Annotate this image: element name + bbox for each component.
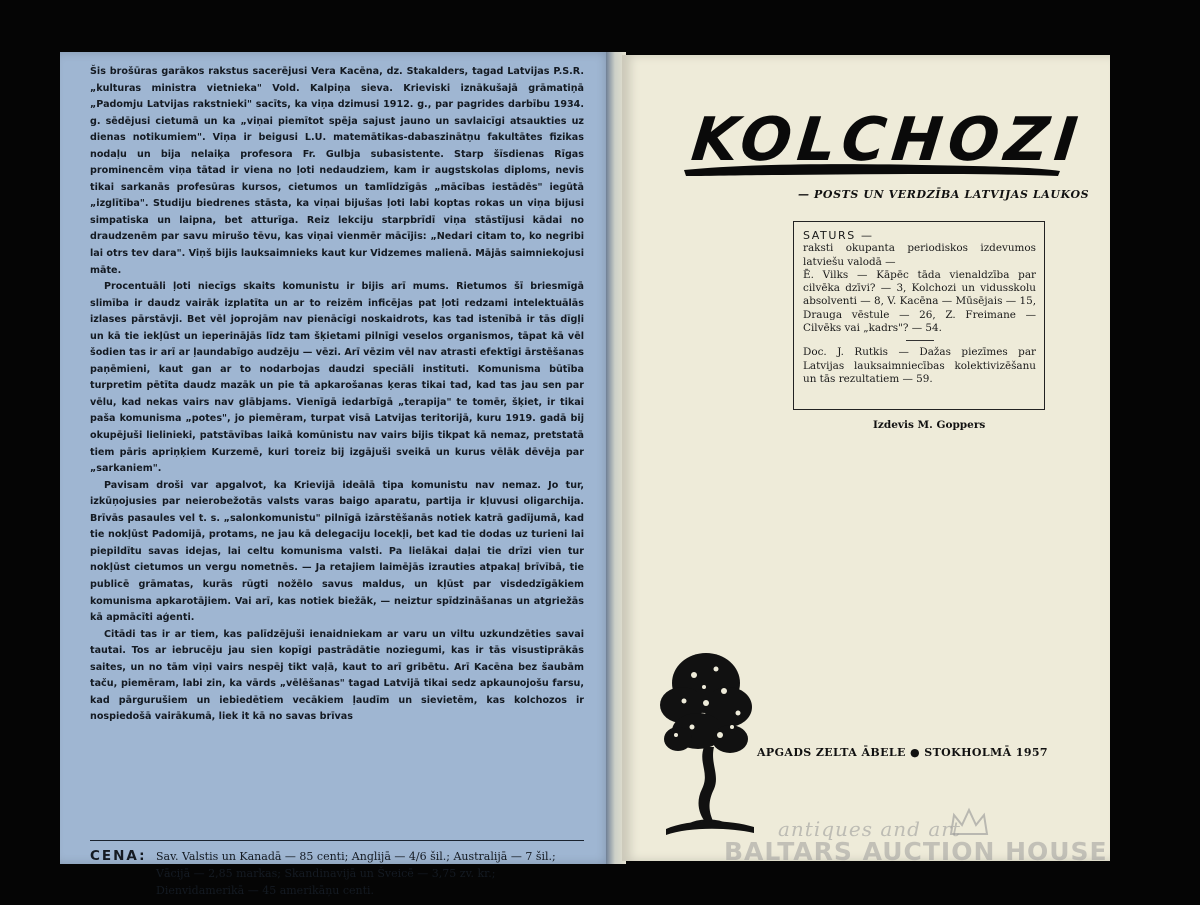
contents-section-1: raksti okupanta periodiskos izdevumos latviešu valodā — bbox=[803, 242, 1036, 268]
booklet-subtitle: — POSTS UN VERDZĪBA LATVIJAS LAUKOS bbox=[798, 188, 1090, 201]
watermark-house-name: BALTARS AUCTION HOUSE bbox=[724, 837, 1108, 866]
table-of-contents bbox=[793, 221, 1045, 410]
price-divider bbox=[90, 840, 584, 841]
price-block bbox=[90, 848, 584, 899]
title-block bbox=[682, 105, 1087, 179]
paragraph-2: Procentuāli ļoti niecīgs skaits komunistu ir bijis arī mums. Rietumos šī briesmīgā slimība ir daudz vairāk izplatīta un ar to reizēm inficējas pat ļoti redzami intelektuālās izlases pārstāvji. Bet vēl joprojām nav pienācīgi noskaidrots, kas tad istenībā ir tās dīgļi un kā tie iekļūst un ieperinājās līdz tam šķietami pilnīgi veselos organismos, tāpat kā vēl šodien tas ir arī ar ļaundabīgo audzēju — vēzi. Arī vēzim vēl nav atrasti efektīgi ārstēšanas paņēmieni, kaut gan ar to nodarbojas daudzi speciāli instituti. Komunisma būtība turpretim pētīta daudz mazāk un pie tā apkarošanas ķeras tikai tad, kad tas jau sen par vēlu, kad nekas vairs nav glābjams. Vienīgā iedarbīgā „terapija" te tomēr, šķiet, ir tikai paša komunisma „potes", jo piemēram, turpat visā Latvijas teritorijā, kuru 1919. gadā bij okupējuši lielinieki, patstāvības laikā komūnistu nav vairs bijis tikpat kā nemaz, pretstatā tiem pāris apriņķiem Kurzemē, kuri toreiz bij izgājuši sveikā un kurus vēlāk dēvēja par „sarkaniem". bbox=[90, 281, 584, 475]
apple-tree-logo-icon bbox=[658, 643, 758, 843]
back-cover-text bbox=[90, 64, 584, 726]
contents-heading: SATURS — bbox=[803, 229, 874, 242]
contents-section-3: Doc. J. Rutkis — Dažas piezīmes par Latvijas lauksaimniecības kolektivizēšanu un tās rezultatiem — 59. bbox=[803, 346, 1036, 385]
price-label: CENA: bbox=[90, 848, 147, 864]
paragraph-1: Šis brošūras garākos rakstus sacerējusi Vera Kacēna, dz. Stakalders, tagad Latvijas P.S.R. „kulturas ministra vietnieka" Vold. Kalpiņa sieva. Krieviski iznākušajā grāmatiņā „Padomju Latvijas rakstnieki" sacīts, ka viņa dzimusi 1912. g., par pagrides darbību 1934. g. sēdējusi cietumā un ka „viņai piemītot spēja sajust jauno un savlaicīgi atsaukties uz dienas notikumiem". Viņa ir beigusi L.U. matemātikas-dabaszinātņu fakultātes fizikas nodaļu un bija nelaiķa profesora Fr. Gulbja subasistente. Starp šīsdienas Rīgas prominencēm viņa tātad ir viena no ļoti nedaudziem, kam ir augstskolas diploms, nevis tikai sarkanās profesūras kursos, cietumos un tamlīdzīgās „mācības iestādēs" iegūtā „izglītība". Studiju biedrenes stāsta, ka viņai bijušas ļoti labi koptas rokas un viņa bijusi simpatiska un laipna, bet atturīga. Reiz lekciju starpbrīdī viņa stāstījusi kādai no draudzenēm par savu mirušo tēvu, kas viņai vienmēr mācījis: „Nedari citam to, ko negribi lai otrs tev dara". Viņš bijis lauksaimnieks kaut kur Vidzemes malienā. Mājās saimniekojusi māte. bbox=[90, 66, 584, 276]
contents-section-2: Ē. Vilks — Kāpēc tāda vienaldzība par cilvēka dzīvi? — 3, Kolchozi un vidusskolu absolventi — 8, V. Kacēna — Mūsējais — 15, Drauga vēstule — 26, Z. Freimane — Cilvēks vai „kadrs"? — 54. bbox=[803, 268, 1036, 335]
publisher-imprint: APGADS ZELTA ĀBELE ● STOKHOLMĀ 1957 bbox=[757, 746, 1048, 759]
watermark-tagline: antiques and art bbox=[778, 817, 961, 841]
title-page bbox=[622, 55, 1110, 866]
back-cover-page bbox=[60, 52, 612, 897]
paragraph-4: Citādi tas ir ar tiem, kas palīdzējuši ienaidniekam ar varu un viltu uzkundzēties savai tautai. Tos ar iebrucēju jau sien kopīgi pastrādātie noziegumi, kas ir tās visustiprākās saites, un no tām viņi vairs nespēj tikt vaļā, kaut to arī gribētu. Arī Kacēna bez šaubām taču, piemēram, labi zin, ka vārds „vēlēšanas" tagad Latvijā tikai sedz apkaunojošu farsu, kad pārgurušiem un iebiedētiem vecākiem ļaudīm un sievietēm, kas kolchozos ir nospiedošā vairākumā, liek it kā no savas brīvas bbox=[90, 628, 584, 723]
publisher-line: Izdevis M. Goppers bbox=[873, 419, 986, 431]
paragraph-3: Pavisam droši var apgalvot, ka Krievijā ideālā tipa komunistu nav nemaz. Jo tur, izkūņojusies par neierobežotās valsts varas baigo aparatu, partija ir kļuvusi oligarchija. Brīvās pasaules vel t. s. „salonkomunistu" pilnīgā izārstēšanās notiek katrā gadījumā, kad tie nokļūst Padomijā, protams, ne jau kā delegaciju locekļi, bet kad tie dodas uz turieni lai piepildītu savas idejas, lai celtu komunisma valsti. Pa lielākai daļai tie drīzi vien tur nokļūst cietumos un vergu nometnēs. — Ja retajiem laimējās izrauties atpakaļ brīvībā, tie publicē grāmatas, kurās rūgti nožēlo savus maldus, un kļūst par visdedzīgākiem komunisma apkarotājiem. Vai arī, kas notiek biežāk, — neiztur spīdzināšanas un atgriežās kā apmācīti aģenti. bbox=[90, 479, 584, 624]
contents-divider bbox=[906, 340, 934, 341]
price-text: Sav. Valstis un Kanadā — 85 centi; Anglijā — 4/6 šil.; Australijā — 7 šil.; Vācijā — 2,85 markas; Skandinavijā un Šveicē — 3,75 zv. kr.; Dienvidamerikā — 45 amerikāņu centi. bbox=[156, 850, 556, 897]
booklet-title: KOLCHOZI bbox=[688, 105, 1087, 175]
